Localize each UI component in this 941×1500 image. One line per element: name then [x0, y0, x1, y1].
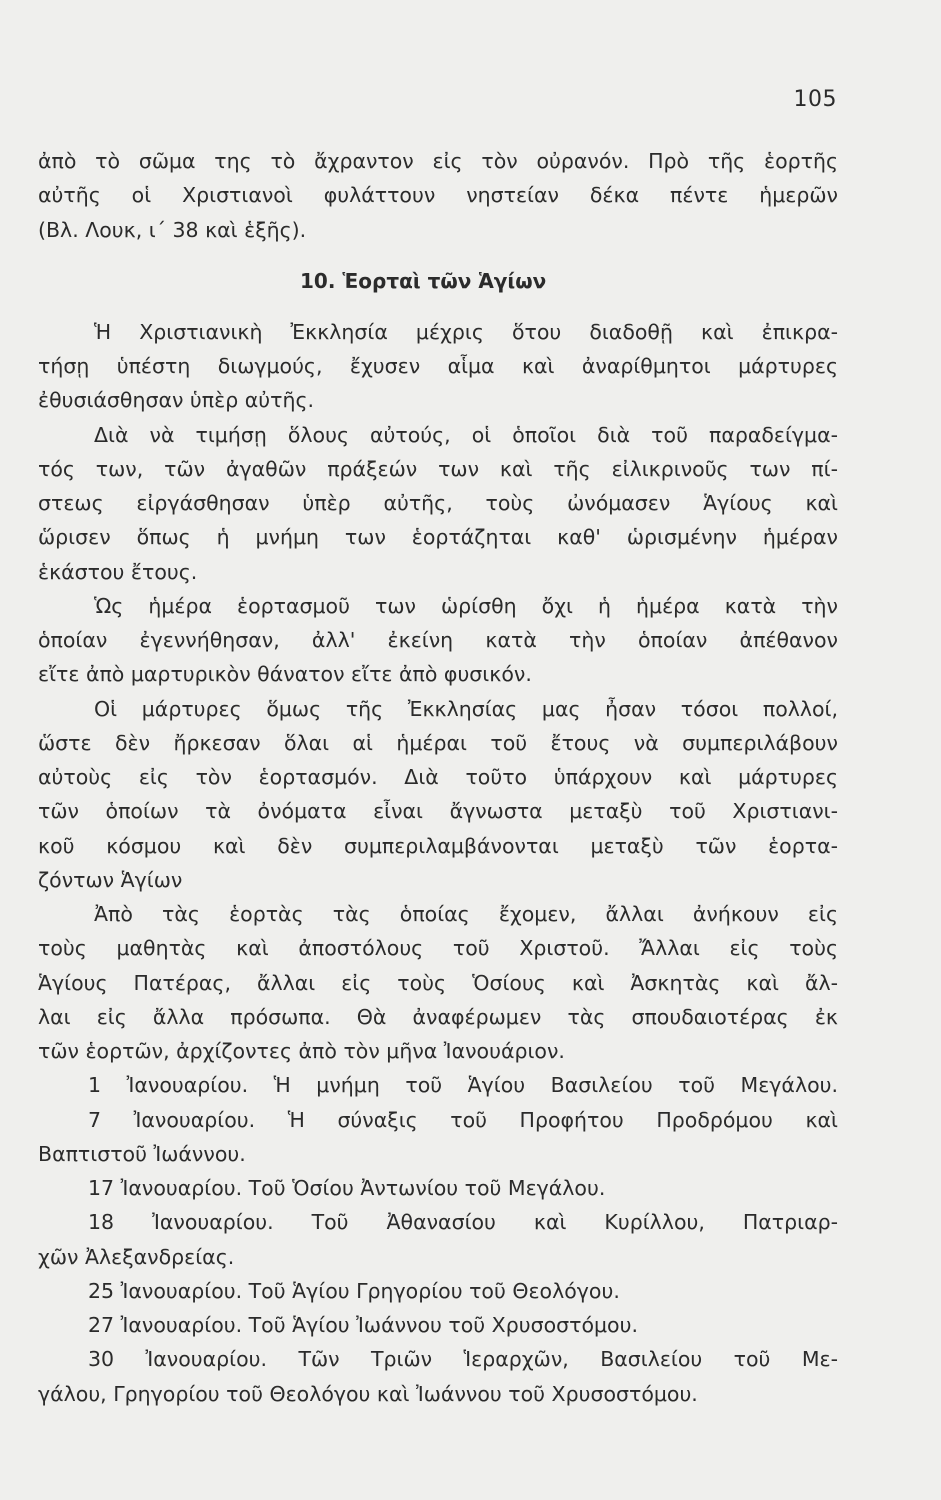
body-paragraphs — [38, 315, 838, 1411]
text-line: ἑκάστου ἔτους. — [38, 559, 198, 584]
text-line: Ἁγίους Πατέρας, ἄλλαι εἰς τοὺς Ὁσίους καὶ Ἀσκητὰς καὶ ἄλ- — [38, 970, 838, 995]
text-line: αὐτοὺς εἰς τὸν ἑορτασμόν. Διὰ τοῦτο ὑπάρχουν καὶ μάρτυρες — [38, 765, 838, 789]
text-line: τῶν ὁποίων τὰ ὀνόματα εἶναι ἄγνωστα μεταξὺ τοῦ Χριστιανι- — [38, 799, 838, 824]
text-line: Ἀπὸ τὰς ἑορτὰς τὰς ὁποίας ἔχομεν, ἄλλαι ἀνήκουν εἰς — [94, 902, 838, 926]
text-line: Ὡς ἡμέρα ἑορτασμοῦ των ὡρίσθη ὄχι ἡ ἡμέρα κατὰ τὴν — [94, 593, 838, 618]
text-line: τῶν ἑορτῶν, ἀρχίζοντες ἀπὸ τὸν μῆνα Ἰανουάριον. — [38, 1039, 565, 1063]
text-line: ἀπὸ τὸ σῶμα της τὸ ἄχραντον εἰς τὸν οὐρανόν. Πρὸ τῆς ἑορτῆς — [38, 149, 838, 173]
text-line: τός των, τῶν ἀγαθῶν πράξεών των καὶ τῆς εἰλικρινοῦς των πί- — [38, 456, 838, 481]
text-line: 17 Ἰανουαρίου. Τοῦ Ὁσίου Ἀντωνίου τοῦ Μεγάλου. — [88, 1176, 606, 1200]
page-text — [38, 144, 838, 1411]
text-line: στεως εἰργάσθησαν ὑπὲρ αὐτῆς, τοὺς ὠνόμασεν Ἁγίους καὶ — [38, 491, 838, 515]
text-line: ὥστε δὲν ἤρκεσαν ὅλαι αἱ ἡμέραι τοῦ ἔτους νὰ συμπεριλάβουν — [38, 730, 838, 755]
text-line: 25 Ἰανουαρίου. Τοῦ Ἁγίου Γρηγορίου τοῦ Θεολόγου. — [88, 1278, 620, 1303]
text-line: εἴτε ἀπὸ μαρτυρικὸν θάνατον εἴτε ἀπὸ φυσικόν. — [38, 662, 532, 687]
page-number: 105 — [793, 87, 837, 112]
text-line: ὁποίαν ἐγεννήθησαν, ἀλλ' ἐκείνη κατὰ τὴν ὁποίαν ἀπέθανον — [38, 628, 838, 652]
text-line: 30 Ἰανουαρίου. Τῶν Τριῶν Ἱεραρχῶν, Βασιλείου τοῦ Με- — [88, 1347, 838, 1372]
text-line: ζόντων Ἁγίων — [38, 867, 183, 892]
text-line: (Βλ. Λουκ, ι΄ 38 καὶ ἑξῆς). — [38, 217, 307, 242]
text-line: Διὰ νὰ τιμήσῃ ὅλους αὐτούς, οἱ ὁποῖοι διὰ τοῦ παραδείγμα- — [94, 422, 838, 447]
text-line: 7 Ἰανουαρίου. Ἡ σύναξις τοῦ Προφήτου Προδρόμου καὶ — [88, 1107, 838, 1132]
text-line: λαι εἰς ἄλλα πρόσωπα. Θὰ ἀναφέρωμεν τὰς σπουδαιοτέρας ἐκ — [38, 1004, 838, 1029]
text-line: αὐτῆς οἱ Χριστιανοὶ φυλάττουν νηστείαν δέκα πέντε ἡμερῶν — [38, 183, 838, 208]
text-line: 18 Ἰανουαρίου. Τοῦ Ἀθανασίου καὶ Κυρίλλου, Πατριαρ- — [88, 1210, 838, 1235]
text-line: Οἱ μάρτυρες ὅμως τῆς Ἐκκλησίας μας ἦσαν τόσοι πολλοί, — [94, 696, 838, 721]
text-line: τήσῃ ὑπέστη διωγμούς, ἔχυσεν αἷμα καὶ ἀναρίθμητοι μάρτυρες — [38, 354, 838, 378]
section-heading: 10. Ἑορταὶ τῶν Ἁγίων — [300, 268, 547, 293]
text-line: Βαπτιστοῦ Ἰωάννου. — [38, 1141, 246, 1166]
text-line: κοῦ κόσμου καὶ δὲν συμπεριλαμβάνονται μεταξὺ τῶν ἑορτα- — [38, 833, 838, 858]
text-line: 27 Ἰανουαρίου. Τοῦ Ἁγίου Ἰωάννου τοῦ Χρυσοστόμου. — [88, 1313, 638, 1337]
text-line: 1 Ἰανουαρίου. Ἡ μνήμη τοῦ Ἁγίου Βασιλείου τοῦ Μεγάλου. — [88, 1073, 838, 1098]
text-line: τοὺς μαθητὰς καὶ ἀποστόλους τοῦ Χριστοῦ. Ἄλλαι εἰς τοὺς — [38, 936, 838, 961]
text-line: γάλου, Γρηγορίου τοῦ Θεολόγου καὶ Ἰωάννου τοῦ Χρυσοστόμου. — [38, 1381, 698, 1406]
text-line: ἐθυσιάσθησαν ὑπὲρ αὐτῆς. — [38, 388, 314, 413]
text-line: ὥρισεν ὅπως ἡ μνήμη των ἑορτάζηται καθ' ὡρισμένην ἡμέραν — [38, 525, 838, 550]
text-line: Ἡ Χριστιανικὴ Ἐκκλησία μέχρις ὅτου διαδοθῇ καὶ ἐπικρα- — [94, 319, 838, 344]
text-line: χῶν Ἀλεξανδρείας. — [38, 1244, 235, 1269]
